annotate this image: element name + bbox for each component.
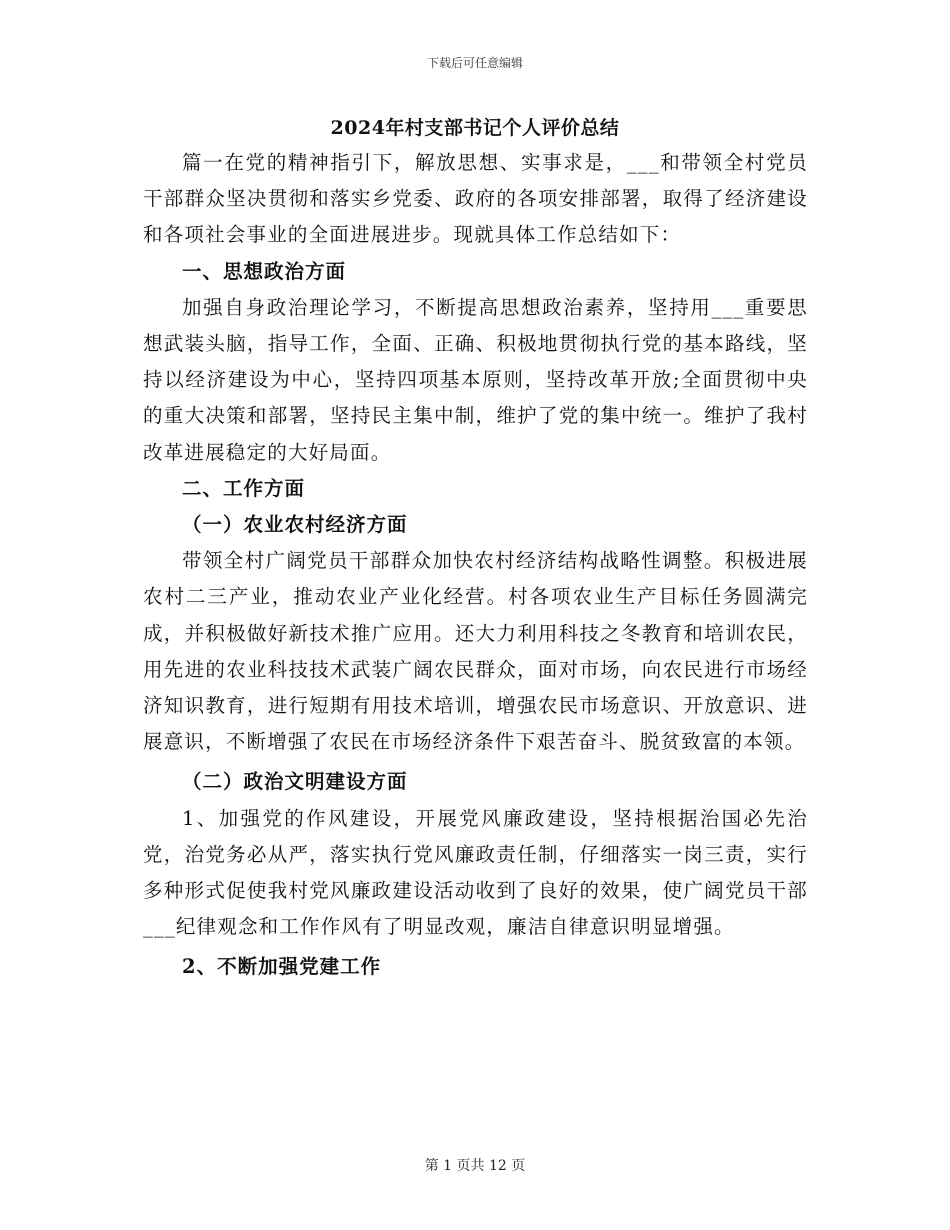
heading-work: 二、工作方面 <box>182 476 306 500</box>
paragraph-agriculture-economy: 带领全村广阔党员干部群众加快农村经济结构战略性调整。积极进展农村二三产业，推动农业产业化经营。村各项农业生产目标任务圆满完成，并积极做好新技术推广应用。还大力利用科技之冬教育和培训农民，用先进的农业科技技术武装广阔农民群众，面对市场，向农民进行市场经济知识教育，进行短期有用技术培训，增强农民市场意识、开放意识、进展意识，不断增强了农民在市场经济条件下艰苦奋斗、脱贫致富的本领。 <box>143 549 808 754</box>
heading-agriculture-economy: （一）农业农村经济方面 <box>182 513 408 537</box>
heading-ideology-politics: 一、思想政治方面 <box>182 259 347 283</box>
heading-political-civilization: （二）政治文明建设方面 <box>182 770 408 794</box>
document-body <box>143 145 808 986</box>
paragraph-party-style: 1、加强党的作风建设，开展党风廉政建设，坚持根据治国必先治党，治党务必从严，落实执行党风廉政责任制，仔细落实一岗三责，实行多种形式促使我村党风廉政建设活动收到了良好的效果，使广阔党员干部___纪律观念和工作作风有了明显改观，廉洁自律意识明显增强。 <box>143 806 808 939</box>
document-title: 2024年村支部书记个人评价总结 <box>330 117 620 139</box>
paragraph-ideology-politics: 加强自身政治理论学习，不断提高思想政治素养，坚持用___重要思想武装头脑，指导工作，全面、正确、积极地贯彻执行党的基本路线，坚持以经济建设为中心，坚持四项基本原则，坚持改革开放;全面贯彻中央的重大决策和部署，坚持民主集中制，维护了党的集中统一。维护了我村改革进展稳定的大好局面。 <box>143 295 808 464</box>
heading-party-building: 2、不断加强党建工作 <box>182 955 382 979</box>
page-number: 第 1 页共 12 页 <box>424 1158 526 1174</box>
paragraph-intro: 篇一在党的精神指引下，解放思想、实事求是，___和带领全村党员干部群众坚决贯彻和落实乡党委、政府的各项安排部署，取得了经济建设和各项社会事业的全面进展进步。现就具体工作总结如下： <box>143 151 808 247</box>
header-note: 下载后可任意编辑 <box>426 56 523 70</box>
